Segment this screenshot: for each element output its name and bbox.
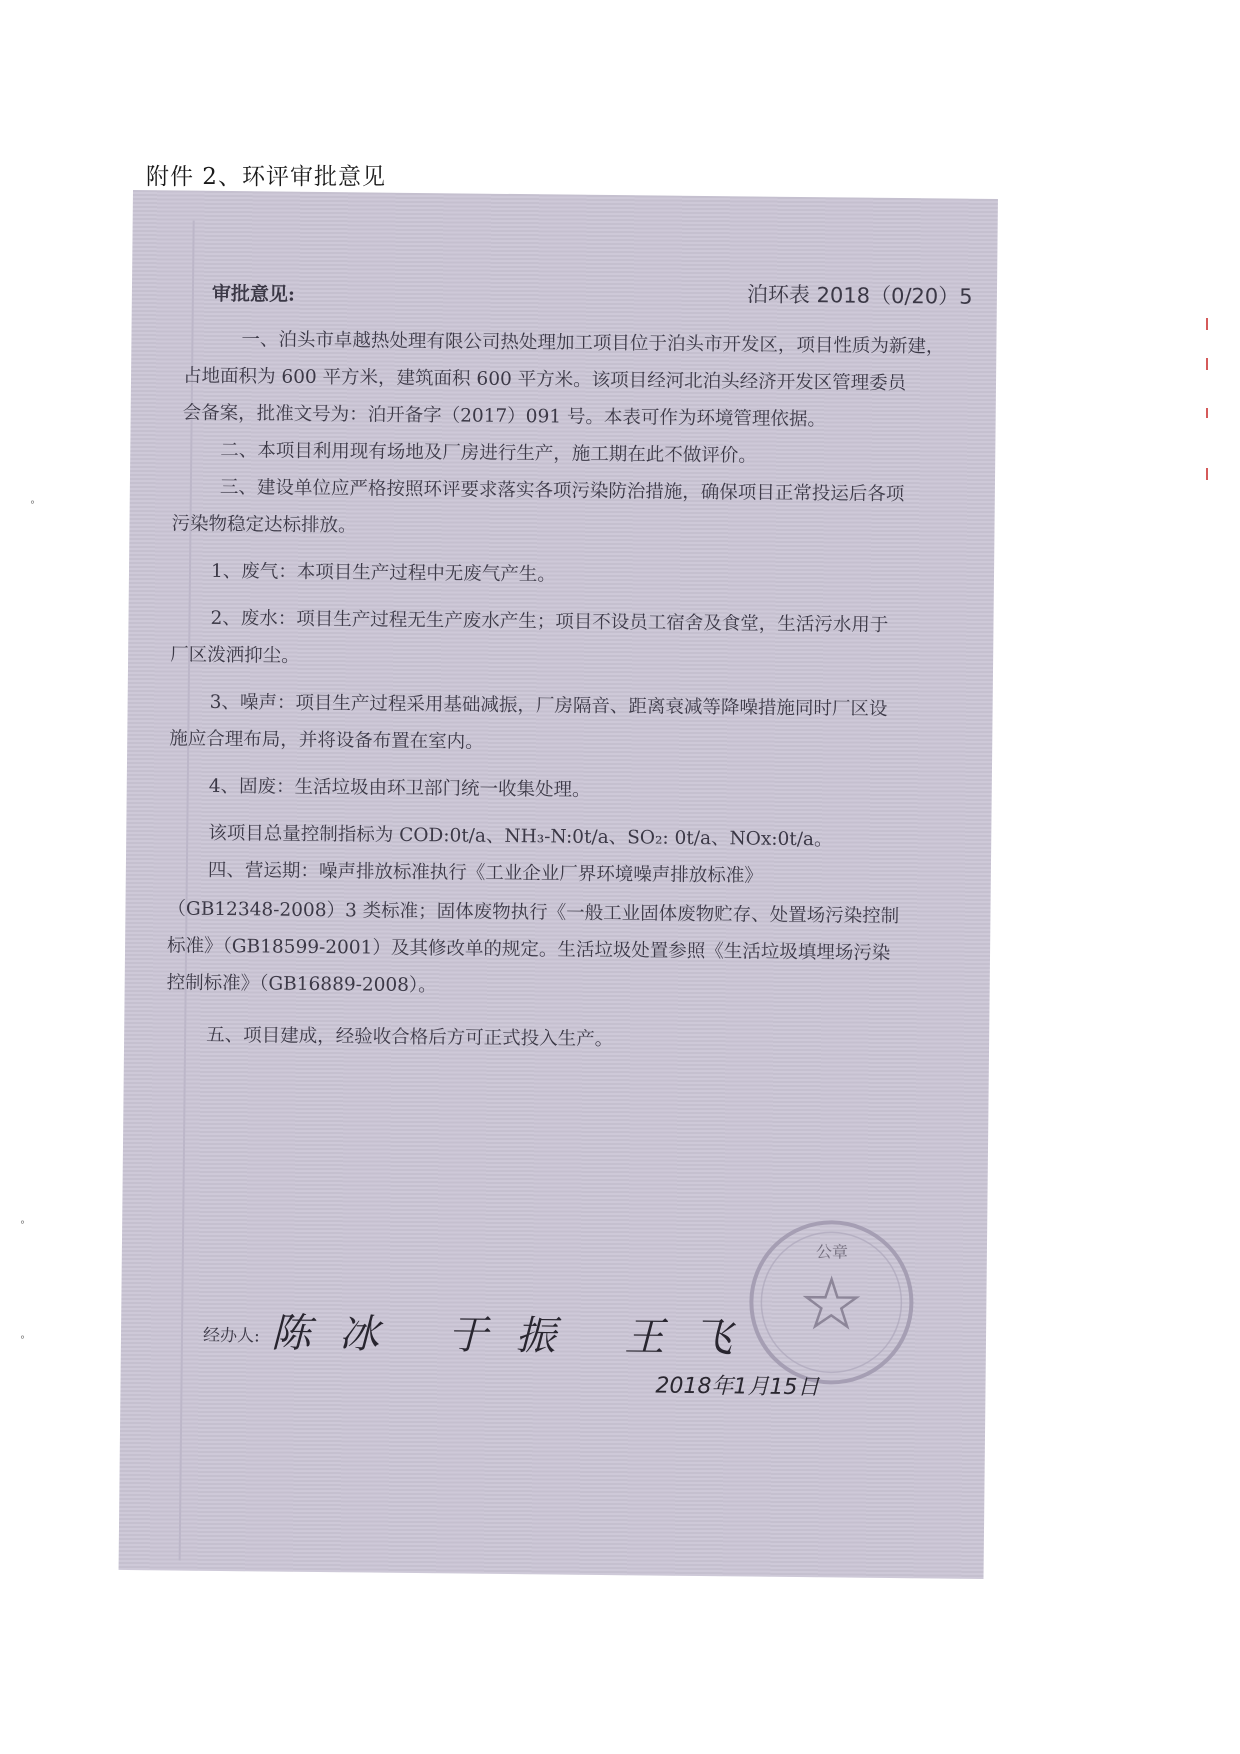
para-line: 一、泊头市卓越热处理有限公司热处理加工项目位于泊头市开发区，项目性质为新建， xyxy=(241,329,945,358)
para-line: 该项目总量控制指标为 COD:0t/a、NH₃-N:0t/a、SO₂: 0t/a、NOx:0t/a。 xyxy=(208,822,833,851)
para-line: 2、废水：项目生产过程无生产废水产生；项目不设员工宿舍及食堂，生活污水用于 xyxy=(210,607,889,636)
handwritten-signatures: 陈冰 于振 王飞 xyxy=(270,1310,761,1362)
margin-dot: ° xyxy=(30,500,35,511)
margin-dot: ° xyxy=(20,1335,25,1346)
scanned-approval-document xyxy=(119,190,998,1579)
para-line: 污染物稳定达标排放。 xyxy=(171,513,357,537)
para-line: 厂区泼洒抑尘。 xyxy=(170,644,300,667)
para-line: 施应合理布局，并将设备布置在室内。 xyxy=(169,728,484,753)
para-line: 二、本项目利用现有场地及厂房进行生产，施工期在此不做评价。 xyxy=(220,439,757,467)
margin-dot: ° xyxy=(20,1220,25,1231)
para-line: 标准》（GB18599-2001）及其修改单的规定。生活垃圾处置参照《生活垃圾填埋场污染 xyxy=(166,935,891,964)
para-line: 控制标准》（GB16889-2008）。 xyxy=(166,972,437,997)
para-line: 三、建设单位应严格按照环评要求落实各项污染防治措施，确保项目正常投运后各项 xyxy=(219,476,905,506)
para-line: 3、噪声：项目生产过程采用基础减振，厂房隔音、距离衰减等降噪措施同时厂区设 xyxy=(209,691,888,720)
red-edge-marks-icon xyxy=(1204,318,1210,488)
para-line: 4、固废：生活垃圾由环卫部门统一收集处理。 xyxy=(208,775,591,801)
handler-label: 经办人: xyxy=(202,1325,260,1347)
approval-heading: 审批意见: xyxy=(211,282,296,306)
seal-label: 公章 xyxy=(815,1242,849,1262)
page-caption: 附件 2、环评审批意见 xyxy=(146,164,386,190)
para-line: 四、营运期：噪声排放标准执行《工业企业厂界环境噪声排放标准》 xyxy=(207,859,763,887)
official-seal-icon xyxy=(746,1216,918,1388)
para-line: 会备案，批准文号为：泊开备字（2017）091 号。本表可作为环境管理依据。 xyxy=(182,402,827,431)
para-line: 1、废气：本项目生产过程中无废气产生。 xyxy=(210,560,556,586)
document-number: 泊环表 2018（0/20）5 xyxy=(746,282,973,309)
para-line: 占地面积为 600 平方米，建筑面积 600 平方米。该项目经河北泊头经济开发区管理委员 xyxy=(182,365,907,395)
para-line: 五、项目建成，经验收合格后方可正式投入生产。 xyxy=(206,1024,614,1051)
approval-date: 2018年1月15日 xyxy=(655,1373,820,1401)
para-line: （GB12348-2008）3 类标准；固体废物执行《一般工业固体废物贮存、处置场污染控制 xyxy=(167,898,900,928)
